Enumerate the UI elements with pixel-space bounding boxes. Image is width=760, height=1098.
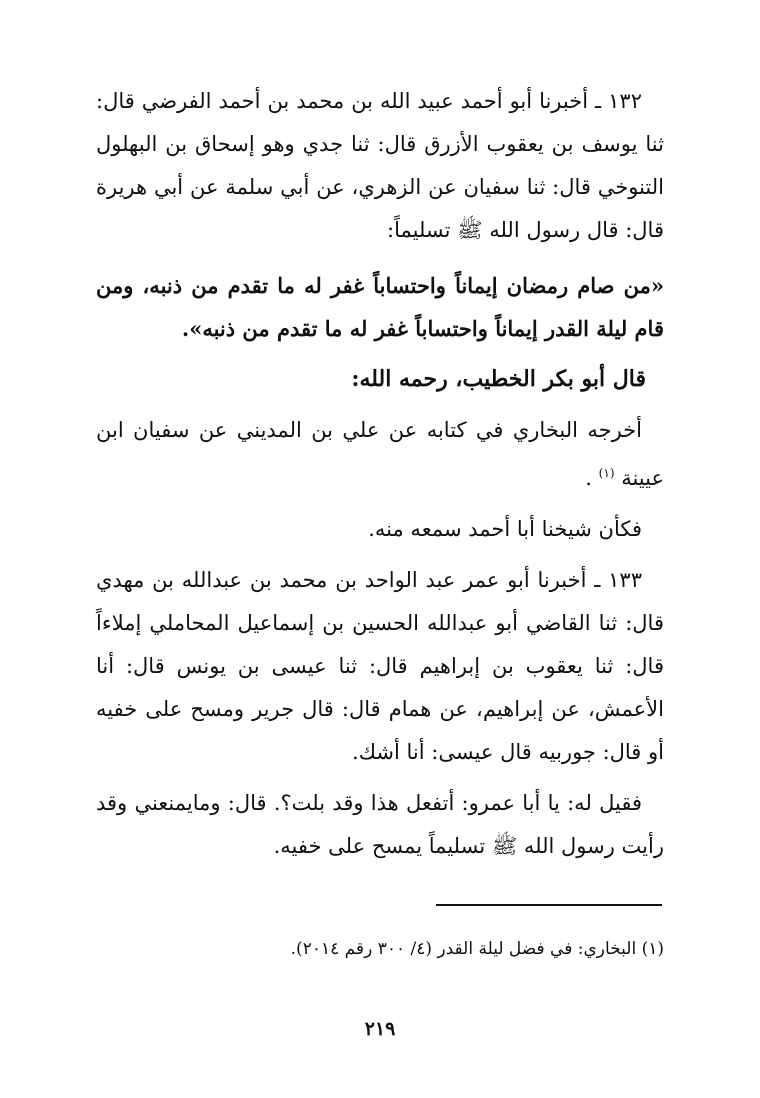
sheikh-note: فكأن شيخنا أبا أحمد سمعه منه. (368, 517, 642, 541)
footnote-ref: (١) (598, 466, 615, 480)
narration-133: ١٣٣ ـ أخبرنا أبو عمر عبد الواحد بن محمد بن عبدالله بن مهدي قال: ثنا القاضي أبو عبدالله الحسين بن إسماعيل المحاملي إملاءاً قال: ثنا يعقوب بن إبراهيم قال: ثنا عيسى بن يونس قال: أنا الأعمش، عن إبراهيم، عن همام قال: قال جرير ومسح على خفيه أو قال: جوربيه قال عيسى: أنا أشك. (96, 568, 664, 764)
bukhari-end: . (585, 466, 592, 490)
footnote-separator (436, 904, 662, 906)
bukhari-note (96, 409, 664, 500)
main-text (96, 80, 664, 868)
bukhari-text: أخرجه البخاري في كتابه عن علي بن المديني عن سفيان ابن عيينة (96, 418, 664, 490)
khatib-heading: قال أبو بكر الخطيب، رحمه الله: (351, 366, 646, 392)
narration-132: ١٣٢ ـ أخبرنا أبو أحمد عبيد الله بن محمد بن أحمد الفرضي قال: ثنا يوسف بن يعقوب الأزرق قال: ثنا جدي وهو إسحاق بن البهلول التنوخي قال: ثنا سفيان عن الزهري، عن أبي سلمة عن أبي هريرة قال: قال رسول الله ﷺ تسليماً: (96, 89, 664, 242)
footnote: (١) البخاري: في فضل ليلة القدر (٤/ ٣٠٠ رقم ٢٠١٤). (290, 939, 664, 959)
hadith-text: «من صام رمضان إيماناً واحتساباً غفر له ما تقدم من ذنبه، ومن قام ليلة القدر إيماناً واحتساباً غفر له ما تقدم من ذنبه». (96, 273, 664, 341)
page-number: ٢١٩ (364, 1018, 396, 1040)
dialogue-text: فقيل له: يا أبا عمرو: أتفعل هذا وقد بلت؟. قال: ومايمنعني وقد رأيت رسول الله ﷺ تسليماً يمسح على خفيه. (96, 791, 664, 858)
